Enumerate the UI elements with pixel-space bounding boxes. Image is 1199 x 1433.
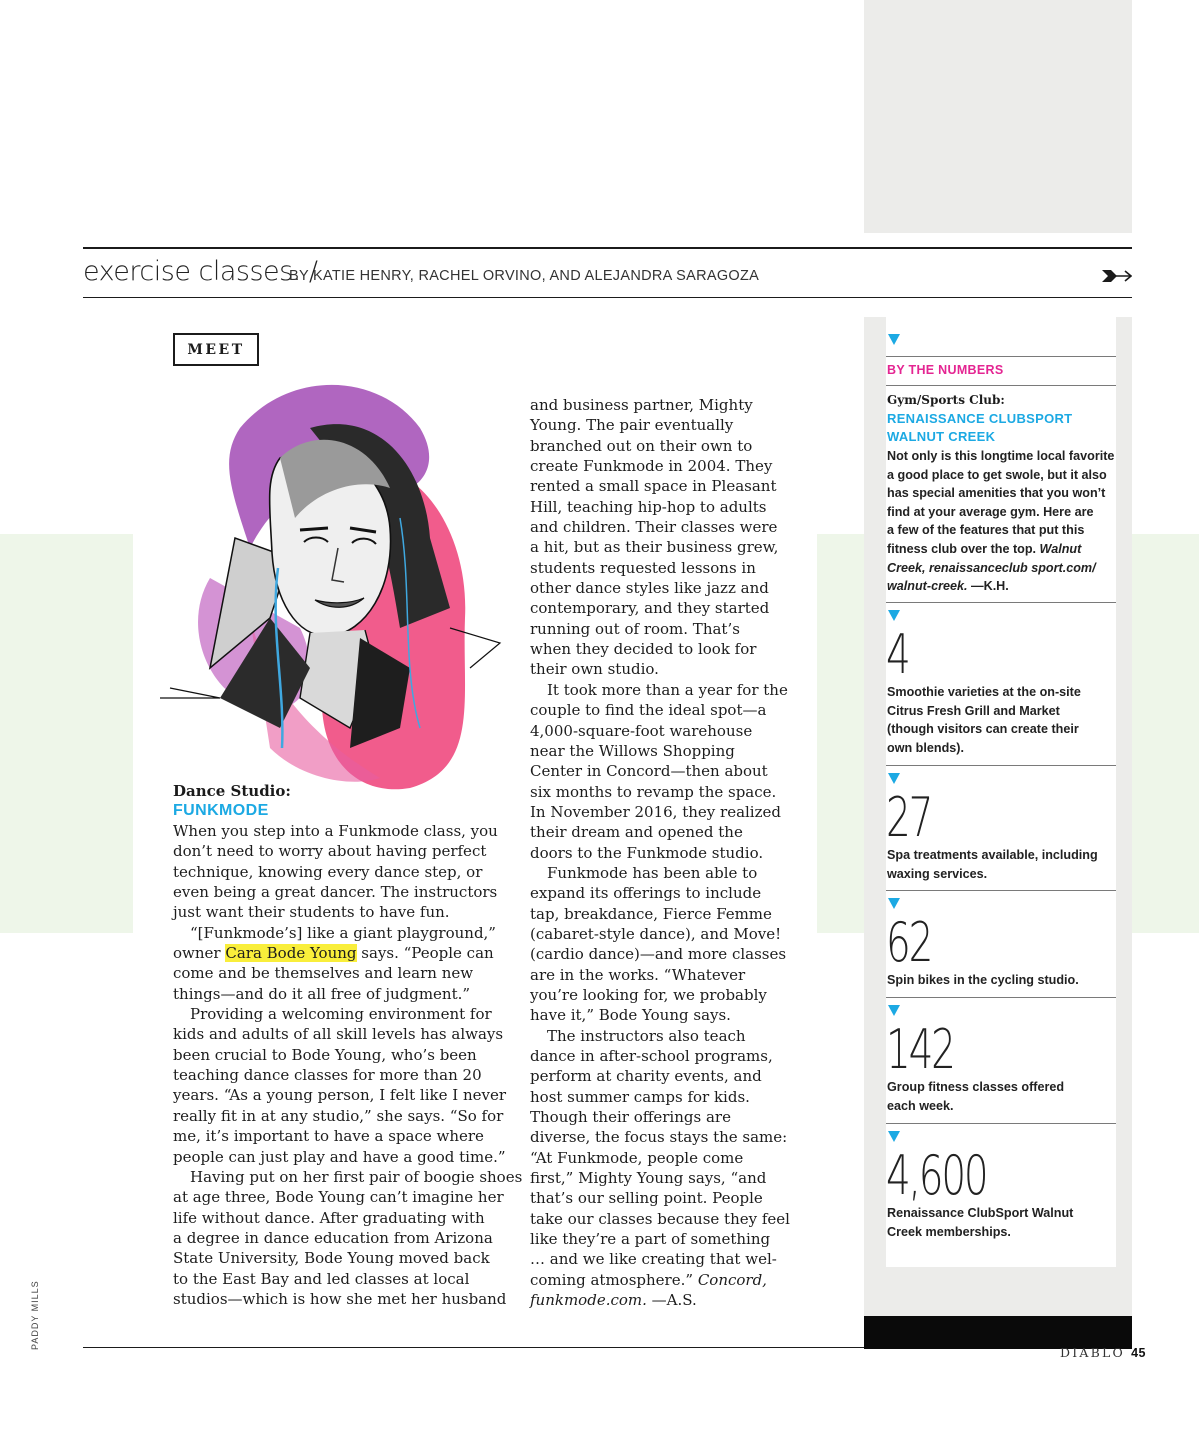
text-line: create Funkmode in 2004. They [530,457,773,476]
text-line: technique, knowing every dance step, or [173,862,483,881]
article-line [530,415,800,435]
article-line [173,1147,508,1167]
article-line [530,924,800,944]
article-line [530,395,800,415]
text-line: near the Willows Shopping [530,741,735,760]
article-line [173,1004,508,1024]
sidebar-intro-line [887,466,1117,485]
article-line [173,1024,508,1044]
article-line [530,537,800,557]
sidebar-rule [886,385,1116,386]
text-line: contemporary, and they started [530,599,770,618]
article-line [530,944,800,964]
text-line: The instructors also teach [547,1026,746,1045]
stat-description-line: waxing services. [887,866,988,881]
text-line: Hill, teaching hip-hop to adults [530,497,767,516]
text-line: “At Funkmode, people come [530,1148,744,1167]
text-segment: owner [173,944,226,963]
article-line [530,1005,800,1025]
stat-description [887,683,1117,757]
text-line: Having put on her first pair of boogie shoes [190,1167,523,1186]
text-line: tap, breakdance, Fierce Femme [530,904,772,923]
sidebar-subhead: Gym/Sports Club: [887,393,1005,407]
text-line: host summer camps for kids. [530,1087,750,1106]
text-line: kids and adults of all skill levels has always [173,1025,504,1044]
text-line: diverse, the focus stays the same: [530,1128,788,1147]
article-line [173,923,508,943]
article-line [530,558,800,578]
sidebar-club-name-1: RENAISSANCE CLUBSPORT [887,411,1073,426]
stat-description [887,971,1117,990]
text-line: branched out on their own to [530,436,753,455]
text-segment: —A.S. [646,1291,697,1310]
text-line: a good place to get swole, but it also [887,467,1107,482]
article-line [530,863,800,883]
italic-segment: Walnut [1039,541,1082,556]
article-column-1 [173,821,523,1309]
stat-description-line: Citrus Fresh Grill and Market [887,703,1060,718]
decorative-band-right [1132,534,1199,933]
sidebar-intro-line [887,521,1117,540]
italic-segment: Concord, [697,1270,767,1289]
text-line: to the East Bay and led classes at local [173,1269,470,1288]
sidebar-intro-line [887,540,1117,559]
article-line [173,943,508,963]
text-line: at age three, Bode Young can’t imagine her [173,1188,504,1207]
text-line: have it,” Bode Young says. [530,1006,731,1025]
article-line [530,985,800,1005]
text-line: It took more than a year for the [547,680,788,699]
article-line [530,700,800,720]
article-line [530,1087,800,1107]
article-column-2 [530,395,800,1310]
text-line: their own studio. [530,660,659,679]
text-line: a degree in dance education from Arizona [173,1228,493,1247]
sidebar-intro-line [887,503,1117,522]
triangle-marker-icon [888,334,900,345]
article-line [530,436,800,456]
stat-description [887,846,1117,883]
feature-name: FUNKMODE [173,802,269,819]
article-line [530,598,800,618]
text-line: you’re looking for, we probably [530,985,767,1004]
article-line [530,456,800,476]
article-line [530,1168,800,1188]
text-line: that’s our selling point. People [530,1189,763,1208]
italic-segment: funkmode.com. [530,1291,647,1310]
text-line: don’t need to worry about having perfect [173,842,487,861]
sidebar-intro-line [887,484,1117,503]
stat-description [887,1204,1117,1241]
text-line: are in the works. “Whatever [530,965,746,984]
article-line [173,1228,508,1248]
text-line: really fit in at any studio,” she says. “So for [173,1106,504,1125]
sidebar-club-name-2: WALNUT CREEK [887,429,996,444]
text-line: come and be themselves and learn new [173,964,474,983]
article-line [173,902,508,922]
triangle-marker-icon [888,1131,900,1142]
article-line [530,904,800,924]
text-segment: —K.H. [967,579,1009,594]
sidebar-intro [887,447,1117,596]
article-line [530,1188,800,1208]
text-line: 4,000-square-foot warehouse [530,721,753,740]
text-line: students requested lessons in [530,558,756,577]
article-line [530,782,800,802]
highlighted-name: Cara Bode Young [225,944,357,963]
text-line: When you step into a Funkmode class, you [173,822,498,840]
article-line [173,963,508,983]
article-line [530,761,800,781]
stat-number: 27 [886,786,932,849]
stat-description-line: each week. [887,1098,954,1113]
text-line: when they decided to look for [530,640,757,659]
stat-divider [886,765,1116,766]
stat-divider [886,997,1116,998]
text-line: teaching dance classes for more than 20 [173,1066,482,1085]
stat-number: 62 [886,911,932,974]
section-title: exercise classes. / [83,256,318,287]
text-line: Providing a welcoming environment for [190,1005,492,1024]
text-line: Not only is this longtime local favorite [887,449,1115,463]
stat-description-line: Spa treatments available, including [887,848,1098,862]
article-line [173,862,508,882]
article-line [530,497,800,517]
article-line [173,1289,508,1309]
stat-description [887,1078,1117,1115]
text-line: a hit, but as their business grew, [530,538,779,557]
stat-description-line: Spin bikes in the cycling studio. [887,973,1079,987]
article-line [530,578,800,598]
article-line [530,741,800,761]
text-line: me, it’s important to have a space where [173,1127,484,1146]
text-line: just want their students to have fun. [173,903,450,922]
article-line [530,659,800,679]
article-line [530,1229,800,1249]
stat-description-line: Creek memberships. [887,1224,1011,1239]
article-line [173,1187,508,1207]
article-line [530,1148,800,1168]
article-line [530,517,800,537]
feature-label: Dance Studio: [173,782,291,800]
text-line: State University, Bode Young moved back [173,1249,490,1268]
text-line: things—and do it all free of judgment.” [173,984,471,1003]
text-line: and business partner, Mighty [530,396,753,414]
article-line [530,1026,800,1046]
text-line: rented a small space in Pleasant [530,477,777,496]
article-line [530,883,800,903]
article-line [530,476,800,496]
text-line: expand its offerings to include [530,884,762,903]
decorative-band-left [0,534,133,933]
article-line [173,1045,508,1065]
article-line [173,1248,508,1268]
text-line: years. “As a young person, I felt like I never [173,1086,507,1105]
triangle-marker-icon [888,1005,900,1016]
article-line [530,1209,800,1229]
article-line [173,841,508,861]
text-line: six months to revamp the space. [530,782,777,801]
text-line: “[Funkmode’s] like a giant playground,” [190,923,496,942]
article-line [530,965,800,985]
text-line: and children. Their classes were [530,518,778,537]
article-line [173,821,508,841]
text-line: other dance styles like jazz and [530,579,769,598]
article-line [530,619,800,639]
decorative-band-mid [817,534,864,933]
text-line: has special amenities that you won’t [887,486,1106,501]
text-line: running out of room. That’s [530,619,740,638]
article-line [173,1126,508,1146]
article-line [530,822,800,842]
byline: BY KATIE HENRY, RACHEL ORVINO, AND ALEJANDRA SARAGOZA [289,268,760,284]
article-line [173,1269,508,1289]
stat-divider [886,602,1116,603]
text-line: life without dance. After graduating with [173,1208,485,1227]
text-line: (cabaret-style dance), and Move! [530,924,782,943]
text-line: doors to the Funkmode studio. [530,843,764,862]
text-line: Center in Concord—then about [530,762,768,781]
article-line [173,882,508,902]
article-line [173,1167,523,1187]
text-line: perform at charity events, and [530,1067,762,1086]
sidebar-intro-line [887,559,1117,578]
article-line [530,1107,800,1127]
stat-number: 4 [886,623,909,686]
text-line: even being a great dancer. The instructors [173,883,498,902]
text-line: couple to find the ideal spot—a [530,701,767,720]
sidebar-intro-line [887,577,1117,596]
sidebar-intro-line [887,447,1117,466]
article-line [530,639,800,659]
stat-number: 4,600 [886,1144,987,1207]
article-line [173,1085,508,1105]
text-line: first,” Mighty Young says, “and [530,1169,767,1188]
stat-number: 142 [886,1018,954,1081]
article-line [530,1290,800,1310]
header-top-rule [83,247,1132,249]
text-segment: … and we like creating that wel- [530,1250,777,1269]
footer-rule [83,1347,864,1348]
portrait-illustration [150,368,510,798]
text-segment: says. “People can [356,944,494,963]
text-segment: fitness club over the top. [887,541,1040,556]
page-number: 45 [1131,1346,1147,1360]
text-line: Funkmode has been able to [547,863,758,882]
stat-description-line: Smoothie varieties at the on-site [887,685,1081,699]
article-line [530,1066,800,1086]
text-line: like they’re a part of something [530,1230,771,1249]
text-line: studios—which is how she met her husband [173,1289,507,1308]
article-line [530,721,800,741]
stat-description-line: own blends). [887,740,964,755]
article-line [530,1127,800,1147]
triangle-marker-icon [888,898,900,909]
text-line: Young. The pair eventually [530,416,734,435]
article-line [530,802,800,822]
magazine-name: DIABLO [1060,1345,1125,1360]
text-line: In November 2016, they realized [530,802,781,821]
text-line: find at your average gym. Here are [887,504,1094,519]
italic-segment: Creek, renaissanceclub sport.com/ [887,560,1096,575]
text-line: take our classes because they feel [530,1209,790,1228]
stat-description-line: Group fitness classes offered [887,1080,1065,1094]
sidebar-rule [886,356,1116,357]
article-line [530,1046,800,1066]
article-line [173,1208,508,1228]
article-line [173,984,508,1004]
article-line [173,1065,508,1085]
stat-divider [886,890,1116,891]
text-line: been crucial to Bode Young, who’s been [173,1045,477,1064]
article-line [530,1270,800,1290]
text-line: Though their offerings are [530,1108,731,1127]
text-line: (cardio dance)—and more classes [530,945,787,964]
decorative-block-top [864,0,1132,233]
header-bottom-rule [83,297,1132,298]
text-line: their dream and opened the [530,823,743,842]
article-line [530,1249,800,1269]
text-line: a few of the features that put this [887,523,1085,538]
photo-credit: PADDY MILLS [30,1280,40,1350]
triangle-marker-icon [888,610,900,621]
article-line [530,843,800,863]
page-folio [1060,1345,1146,1360]
italic-segment: walnut-creek. [887,579,968,594]
text-line: dance in after-school programs, [530,1047,773,1065]
text-segment: coming atmosphere.” [530,1270,698,1289]
sidebar-label: BY THE NUMBERS [887,363,1004,377]
triangle-marker-icon [888,773,900,784]
stat-description-line: (though visitors can create their [887,722,1079,737]
stat-divider [886,1123,1116,1124]
arrow-right-icon [1102,268,1132,284]
article-line [173,1106,508,1126]
stat-description-line: Renaissance ClubSport Walnut [887,1206,1074,1220]
meet-label: MEET [173,333,259,366]
article-line [530,680,800,700]
text-line: people can just play and have a good time.” [173,1147,506,1166]
